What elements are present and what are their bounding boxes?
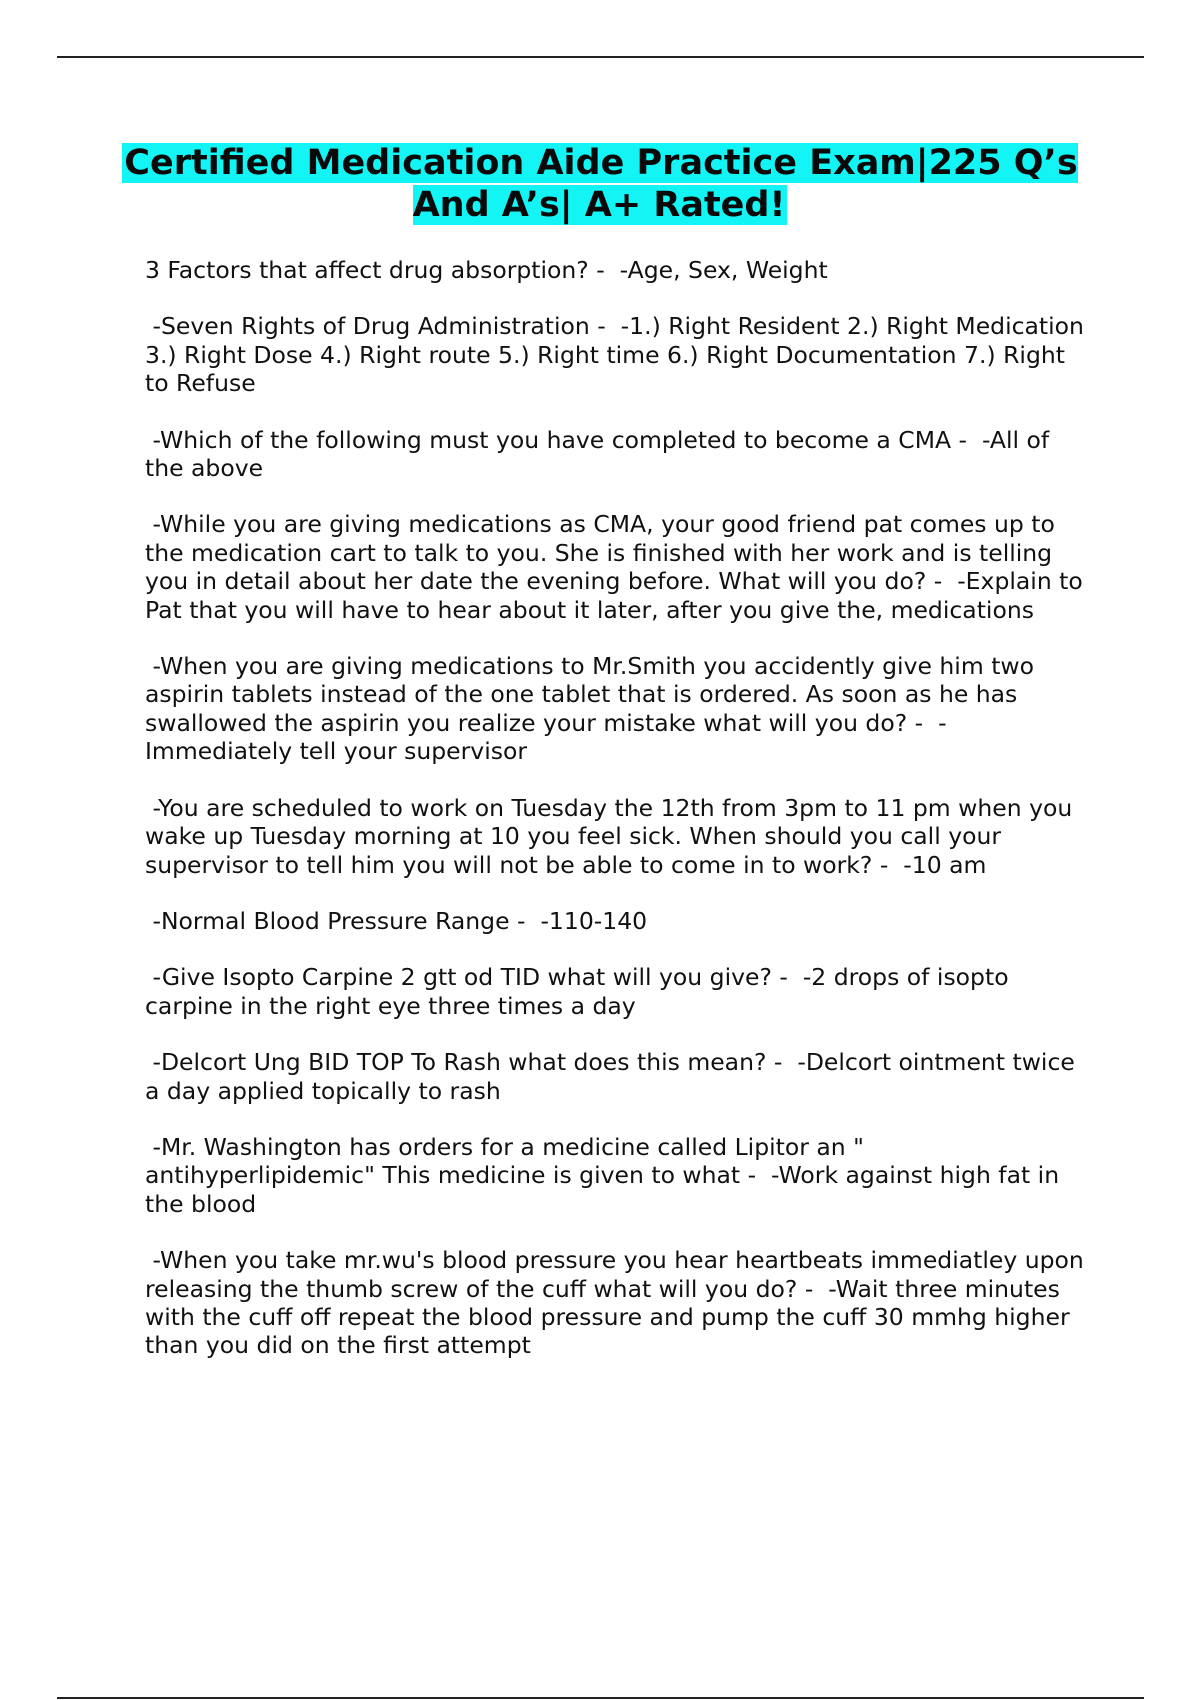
qa-entry: -You are scheduled to work on Tuesday the 12th from 3pm to 11 pm when you wake up Tuesday morning at 10 you feel sick. When should you call your supervisor to tell him you will not be able to come in to work? - -10 am [145,793,1080,879]
header-rule [57,56,1144,58]
qa-entry: -Which of the following must you have completed to become a CMA - -All of the above [145,425,1057,483]
document-title: Certified Medication Aide Practice Exam|225 Q’s And A’s| A+ Rated! [124,143,1078,225]
qa-entry: -When you are giving medications to Mr.Smith you accidently give him two aspirin tablets instead of the one tablet that is ordered. As soon as he has swallowed the aspirin you realize your mistake what will you do? - -Immediately tell your supervisor [145,652,1042,766]
qa-entry: -Delcort Ung BID TOP To Rash what does this mean? - -Delcort ointment twice a day applied topically to rash [145,1048,1083,1105]
qa-entry: -Mr. Washington has orders for a medicine called Lipitor an " antihyperlipidemic" This medicine is given to what - -Work against high fat in the blood [145,1132,1067,1218]
footer-rule [57,1697,1144,1699]
title-block [120,142,1080,226]
qa-entry: -Normal Blood Pressure Range - -110-140 [145,906,648,935]
qa-entry: -While you are giving medications as CMA, your good friend pat comes up to the medication cart to talk to you. She is finished with her work and is telling you in detail about her date the evening before. What will you do? - -Explain to Pat that you will have to hear about it later, after you give the, medications [145,510,1091,624]
qa-list [145,256,1090,1388]
qa-entry: 3 Factors that affect drug absorption? - -Age, Sex, Weight [145,256,828,284]
qa-entry: -Give Isopto Carpine 2 gtt od TID what will you give? - -2 drops of isopto carpine in the right eye three times a day [145,963,1017,1020]
qa-entry: -Seven Rights of Drug Administration - -1.) Right Resident 2.) Right Medication 3.) Right Dose 4.) Right route 5.) Right time 6.) Right Documentation 7.) Right to Refuse [145,312,1092,398]
qa-entry: -When you take mr.wu's blood pressure you hear heartbeats immediatley upon releasing the thumb screw of the cuff what will you do? - -Wait three minutes with the cuff off repeat the blood pressure and pump the cuff 30 mmhg higher than you did on the first attempt [145,1246,1092,1360]
